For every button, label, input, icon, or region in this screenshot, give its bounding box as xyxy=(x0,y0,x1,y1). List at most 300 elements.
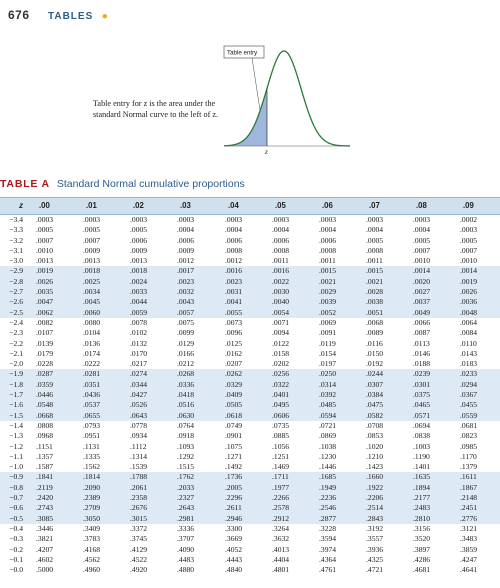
z-value-cell: −0.9 xyxy=(9,472,23,482)
probability-cell: .4325 xyxy=(366,554,384,564)
probability-cell: .3520 xyxy=(413,534,431,544)
probability-cell: .4129 xyxy=(130,544,148,554)
z-value-cell: −1.3 xyxy=(9,431,23,441)
probability-cell: .3336 xyxy=(177,523,195,533)
probability-cell: .0174 xyxy=(83,348,101,358)
probability-cell: .0013 xyxy=(83,256,101,266)
probability-cell: .1131 xyxy=(83,441,100,451)
probability-cell: .1762 xyxy=(177,472,195,482)
probability-cell: .2005 xyxy=(225,482,243,492)
probability-cell: .2119 xyxy=(36,482,53,492)
probability-cell: .0301 xyxy=(413,379,431,389)
probability-cell: .0934 xyxy=(130,431,148,441)
probability-cell: .2877 xyxy=(319,513,337,523)
probability-cell: .3228 xyxy=(319,523,337,533)
table-row xyxy=(0,369,500,379)
probability-cell: .0764 xyxy=(177,420,195,430)
z-value-cell: −2.1 xyxy=(9,348,23,358)
probability-cell: .2483 xyxy=(413,503,431,513)
column-header: .09 xyxy=(463,201,474,210)
probability-cell: .0019 xyxy=(36,266,54,276)
table-row xyxy=(0,246,500,256)
probability-cell: .0004 xyxy=(413,225,431,235)
table-body xyxy=(0,215,500,575)
probability-cell: .0062 xyxy=(36,307,54,317)
column-header: .00 xyxy=(39,201,50,210)
probability-cell: .0146 xyxy=(413,348,431,358)
table-row xyxy=(0,225,500,235)
probability-cell: .4483 xyxy=(177,554,195,564)
normal-curve xyxy=(224,51,350,146)
table-row xyxy=(0,308,500,318)
probability-cell: .3192 xyxy=(366,523,384,533)
probability-cell: .0022 xyxy=(272,276,290,286)
probability-cell: .0179 xyxy=(36,348,54,358)
probability-cell: .0015 xyxy=(366,266,384,276)
probability-cell: .0005 xyxy=(36,225,54,235)
z-value-cell: −3.0 xyxy=(9,256,23,266)
probability-cell: .3372 xyxy=(130,523,148,533)
probability-cell: .0132 xyxy=(130,338,148,348)
probability-cell: .1685 xyxy=(319,472,337,482)
probability-cell: .0003 xyxy=(413,215,431,224)
probability-cell: .2912 xyxy=(272,513,290,523)
probability-cell: .0003 xyxy=(460,225,478,235)
probability-cell: .1335 xyxy=(83,451,101,461)
probability-cell: .0197 xyxy=(319,359,337,369)
z-value-cell: −1.7 xyxy=(9,390,23,400)
probability-cell: .0384 xyxy=(366,390,384,400)
probability-cell: .0455 xyxy=(460,400,478,410)
table-row xyxy=(0,524,500,534)
z-value-cell: −1.6 xyxy=(9,400,23,410)
probability-cell: .0012 xyxy=(177,256,195,266)
bullet-icon: ● xyxy=(101,11,108,22)
probability-cell: .0023 xyxy=(225,276,243,286)
probability-cell: .0418 xyxy=(177,390,195,400)
probability-cell: .2611 xyxy=(225,503,242,513)
probability-cell: .0011 xyxy=(272,256,289,266)
probability-cell: .3821 xyxy=(36,534,54,544)
probability-cell: .0239 xyxy=(413,369,431,379)
probability-cell: .2420 xyxy=(36,493,54,503)
probability-cell: .0351 xyxy=(83,379,101,389)
probability-cell: .1977 xyxy=(272,482,290,492)
probability-cell: .0139 xyxy=(36,338,54,348)
probability-cell: .0004 xyxy=(177,225,195,235)
probability-cell: .0048 xyxy=(460,307,478,317)
probability-cell: .0643 xyxy=(130,410,148,420)
z-value-cell: −2.9 xyxy=(9,266,23,276)
probability-cell: .0089 xyxy=(366,328,384,338)
probability-cell: .0005 xyxy=(413,235,431,245)
table-row xyxy=(0,514,500,524)
probability-cell: .4404 xyxy=(272,554,290,564)
probability-cell: .0008 xyxy=(225,245,243,255)
normal-curve-diagram xyxy=(222,30,352,155)
table-row xyxy=(0,236,500,246)
probability-cell: .0096 xyxy=(225,328,243,338)
probability-cell: .0516 xyxy=(177,400,195,410)
probability-cell: .0375 xyxy=(413,390,431,400)
probability-cell: .0749 xyxy=(225,420,243,430)
z-value-cell: −1.8 xyxy=(9,379,23,389)
probability-cell: .0968 xyxy=(36,431,54,441)
probability-cell: .0183 xyxy=(460,359,478,369)
probability-cell: .0594 xyxy=(319,410,337,420)
probability-cell: .0571 xyxy=(413,410,431,420)
probability-cell: .0367 xyxy=(460,390,478,400)
probability-cell: .2546 xyxy=(319,503,337,513)
probability-cell: .0006 xyxy=(225,235,243,245)
probability-cell: .0233 xyxy=(460,369,478,379)
column-header: .08 xyxy=(416,201,427,210)
probability-cell: .1949 xyxy=(319,482,337,492)
z-value-cell: −2.8 xyxy=(9,276,23,286)
probability-cell: .4013 xyxy=(272,544,290,554)
probability-cell: .0078 xyxy=(130,317,148,327)
z-value-cell: −3.2 xyxy=(9,235,23,245)
probability-cell: .0618 xyxy=(225,410,243,420)
table-row xyxy=(0,277,500,287)
probability-cell: .0154 xyxy=(319,348,337,358)
probability-cell: .0537 xyxy=(83,400,101,410)
probability-cell: .0505 xyxy=(225,400,243,410)
z-value-cell: −0.7 xyxy=(9,493,23,503)
table-heading: Standard Normal cumulative proportions xyxy=(56,178,245,190)
table-row xyxy=(0,297,500,307)
probability-cell: .0004 xyxy=(225,225,243,235)
probability-cell: .0026 xyxy=(36,276,54,286)
z-value-cell: −0.0 xyxy=(9,565,23,575)
probability-cell: .0409 xyxy=(225,390,243,400)
probability-cell: .0436 xyxy=(83,390,101,400)
table-row xyxy=(0,442,500,452)
probability-cell: .0359 xyxy=(36,379,54,389)
probability-cell: .0071 xyxy=(272,317,290,327)
figure-caption: Table entry for z is the area under the standard Normal curve to the left of z. xyxy=(93,99,219,119)
probability-cell: .1894 xyxy=(413,482,431,492)
table-row xyxy=(0,256,500,266)
probability-cell: .4761 xyxy=(319,565,337,575)
probability-cell: .0055 xyxy=(225,307,243,317)
probability-cell: .0009 xyxy=(83,245,101,255)
probability-cell: .0004 xyxy=(319,225,337,235)
probability-cell: .0150 xyxy=(366,348,384,358)
probability-cell: .1357 xyxy=(36,451,54,461)
probability-cell: .0003 xyxy=(366,215,384,224)
z-axis-label: z xyxy=(265,148,268,155)
column-header: .05 xyxy=(275,201,286,210)
probability-cell: .3557 xyxy=(366,534,384,544)
z-value-cell: −1.0 xyxy=(9,462,23,472)
probability-cell: .2296 xyxy=(225,493,243,503)
probability-cell: .1251 xyxy=(272,451,290,461)
probability-cell: .0010 xyxy=(36,245,54,255)
probability-cell: .0918 xyxy=(177,431,195,441)
probability-cell: .4840 xyxy=(225,565,243,575)
probability-cell: .4364 xyxy=(319,554,337,564)
z-value-cell: −2.7 xyxy=(9,287,23,297)
probability-cell: .0037 xyxy=(413,297,431,307)
probability-cell: .0049 xyxy=(413,307,431,317)
probability-cell: .4960 xyxy=(83,565,101,575)
probability-cell: .0044 xyxy=(130,297,148,307)
probability-cell: .3783 xyxy=(83,534,101,544)
probability-cell: .1660 xyxy=(366,472,384,482)
probability-cell: .1038 xyxy=(319,441,337,451)
table-row xyxy=(0,287,500,297)
table-row xyxy=(0,462,500,472)
legend-label: Table entry xyxy=(227,49,258,57)
probability-cell: .1112 xyxy=(130,441,147,451)
probability-cell: .0008 xyxy=(319,245,337,255)
table-row xyxy=(0,545,500,555)
probability-cell: .0119 xyxy=(319,338,336,348)
probability-cell: .4602 xyxy=(36,554,54,564)
probability-cell: .0043 xyxy=(177,297,195,307)
probability-cell: .3121 xyxy=(460,523,478,533)
probability-cell: .1271 xyxy=(225,451,243,461)
probability-cell: .0526 xyxy=(130,400,148,410)
section-title: TABLES xyxy=(47,11,94,22)
probability-cell: .4443 xyxy=(225,554,243,564)
probability-cell: .0329 xyxy=(225,379,243,389)
probability-cell: .0018 xyxy=(83,266,101,276)
probability-cell: .4801 xyxy=(272,565,290,575)
probability-cell: .0655 xyxy=(83,410,101,420)
probability-cell: .0009 xyxy=(130,245,148,255)
probability-cell: .3859 xyxy=(460,544,478,554)
z-value-cell: −3.4 xyxy=(9,215,23,224)
probability-cell: .0314 xyxy=(319,379,337,389)
table-row xyxy=(0,431,500,441)
probability-cell: .3669 xyxy=(225,534,243,544)
probability-cell: .0052 xyxy=(319,307,337,317)
table-row xyxy=(0,452,500,462)
probability-cell: .0287 xyxy=(36,369,54,379)
probability-cell: .1539 xyxy=(130,462,148,472)
probability-cell: .0027 xyxy=(413,287,431,297)
probability-cell: .0036 xyxy=(460,297,478,307)
table-row xyxy=(0,349,500,359)
probability-cell: .4090 xyxy=(177,544,195,554)
probability-cell: .0014 xyxy=(460,266,478,276)
probability-cell: .3594 xyxy=(319,534,337,544)
probability-cell: .0294 xyxy=(460,379,478,389)
shaded-area xyxy=(224,88,267,146)
table-row xyxy=(0,411,500,421)
probability-cell: .2033 xyxy=(177,482,195,492)
probability-cell: .0465 xyxy=(413,400,431,410)
column-header: .01 xyxy=(86,201,97,210)
probability-cell: .0009 xyxy=(177,245,195,255)
probability-cell: .0951 xyxy=(83,431,101,441)
probability-cell: .3483 xyxy=(460,534,478,544)
probability-cell: .4286 xyxy=(413,554,431,564)
probability-cell: .0051 xyxy=(366,307,384,317)
probability-cell: .0073 xyxy=(225,317,243,327)
probability-cell: .0262 xyxy=(225,369,243,379)
probability-cell: .1230 xyxy=(319,451,337,461)
z-value-cell: −3.3 xyxy=(9,225,23,235)
z-value-cell: −2.0 xyxy=(9,359,23,369)
probability-cell: .1423 xyxy=(366,462,384,472)
probability-cell: .0064 xyxy=(460,317,478,327)
probability-cell: .2743 xyxy=(36,503,54,513)
probability-cell: .0008 xyxy=(366,245,384,255)
table-row xyxy=(0,390,500,400)
probability-cell: .2810 xyxy=(413,513,431,523)
probability-cell: .3745 xyxy=(130,534,148,544)
probability-cell: .3936 xyxy=(366,544,384,554)
table-row xyxy=(0,503,500,513)
probability-cell: .4522 xyxy=(130,554,148,564)
probability-cell: .0041 xyxy=(225,297,243,307)
z-value-cell: −0.2 xyxy=(9,544,23,554)
probability-cell: .0793 xyxy=(83,420,101,430)
probability-cell: .0013 xyxy=(36,256,54,266)
probability-cell: .2709 xyxy=(83,503,101,513)
probability-cell: .0125 xyxy=(225,338,243,348)
probability-cell: .1003 xyxy=(413,441,431,451)
probability-cell: .0005 xyxy=(83,225,101,235)
z-value-cell: −0.3 xyxy=(9,534,23,544)
probability-cell: .0778 xyxy=(130,420,148,430)
probability-cell: .0136 xyxy=(83,338,101,348)
probability-cell: .0274 xyxy=(130,369,148,379)
probability-cell: .0035 xyxy=(36,287,54,297)
table-row xyxy=(0,472,500,482)
table-row xyxy=(0,483,500,493)
probability-cell: .0018 xyxy=(130,266,148,276)
probability-cell: .0281 xyxy=(83,369,101,379)
probability-cell: .0005 xyxy=(130,225,148,235)
probability-cell: .0025 xyxy=(83,276,101,286)
probability-cell: .2177 xyxy=(413,493,431,503)
column-header: .07 xyxy=(369,201,380,210)
probability-cell: .0170 xyxy=(130,348,148,358)
probability-cell: .0322 xyxy=(272,379,290,389)
table-row xyxy=(0,565,500,575)
probability-cell: .2643 xyxy=(177,503,195,513)
probability-cell: .0038 xyxy=(366,297,384,307)
probability-cell: .0004 xyxy=(366,225,384,235)
probability-cell: .0192 xyxy=(366,359,384,369)
probability-cell: .0166 xyxy=(177,348,195,358)
probability-cell: .1736 xyxy=(225,472,243,482)
probability-cell: .0039 xyxy=(319,297,337,307)
probability-cell: .0808 xyxy=(36,420,54,430)
probability-cell: .2676 xyxy=(130,503,148,513)
table-row xyxy=(0,534,500,544)
probability-cell: .0668 xyxy=(36,410,54,420)
probability-cell: .3085 xyxy=(36,513,54,523)
probability-cell: .0069 xyxy=(319,317,337,327)
table-row xyxy=(0,266,500,276)
probability-cell: .0003 xyxy=(177,215,195,224)
z-value-cell: −1.9 xyxy=(9,369,23,379)
z-value-cell: −0.8 xyxy=(9,482,23,492)
probability-cell: .0010 xyxy=(460,256,478,266)
probability-cell: .0110 xyxy=(460,338,477,348)
probability-cell: .0016 xyxy=(225,266,243,276)
probability-cell: .2451 xyxy=(460,503,478,513)
probability-cell: .2327 xyxy=(177,493,195,503)
table-row xyxy=(0,400,500,410)
probability-cell: .2206 xyxy=(366,493,384,503)
probability-cell: .4207 xyxy=(36,544,54,554)
probability-cell: .0885 xyxy=(272,431,290,441)
probability-cell: .1210 xyxy=(366,451,384,461)
column-header: .02 xyxy=(133,201,144,210)
probability-cell: .3156 xyxy=(413,523,431,533)
probability-cell: .0694 xyxy=(413,420,431,430)
probability-cell: .0011 xyxy=(319,256,336,266)
probability-cell: .0202 xyxy=(272,359,290,369)
probability-cell: .4920 xyxy=(130,565,148,575)
z-value-cell: −3.1 xyxy=(9,245,23,255)
probability-cell: .4052 xyxy=(225,544,243,554)
z-value-cell: −2.6 xyxy=(9,297,23,307)
probability-cell: .0446 xyxy=(36,390,54,400)
probability-cell: .2514 xyxy=(366,503,384,513)
probability-cell: .0559 xyxy=(460,410,478,420)
probability-cell: .0023 xyxy=(177,276,195,286)
probability-cell: .2266 xyxy=(272,493,290,503)
probability-cell: .0016 xyxy=(272,266,290,276)
probability-cell: .0003 xyxy=(36,215,54,224)
probability-cell: .0094 xyxy=(272,328,290,338)
z-value-cell: −1.5 xyxy=(9,410,23,420)
table-row xyxy=(0,421,500,431)
probability-cell: .1401 xyxy=(413,462,431,472)
probability-cell: .4562 xyxy=(83,554,101,564)
probability-cell: .1075 xyxy=(225,441,243,451)
probability-cell: .3897 xyxy=(413,544,431,554)
probability-cell: .0003 xyxy=(319,215,337,224)
running-header xyxy=(8,6,108,24)
probability-cell: .0007 xyxy=(83,235,101,245)
probability-cell: .0011 xyxy=(366,256,383,266)
probability-cell: .2236 xyxy=(319,493,337,503)
probability-cell: .1190 xyxy=(413,451,430,461)
probability-cell: .0005 xyxy=(366,235,384,245)
column-header: .06 xyxy=(322,201,333,210)
table-header-row xyxy=(0,197,500,215)
probability-cell: .0217 xyxy=(130,359,148,369)
probability-cell: .3264 xyxy=(272,523,290,533)
probability-cell: .0013 xyxy=(130,256,148,266)
probability-cell: .0075 xyxy=(177,317,195,327)
probability-cell: .1093 xyxy=(177,441,195,451)
probability-cell: .0054 xyxy=(272,307,290,317)
probability-cell: .0116 xyxy=(366,338,383,348)
probability-cell: .0030 xyxy=(272,287,290,297)
z-value-cell: −2.5 xyxy=(9,307,23,317)
probability-cell: .0006 xyxy=(272,235,290,245)
probability-cell: .0008 xyxy=(272,245,290,255)
probability-cell: .0475 xyxy=(366,400,384,410)
probability-cell: .3632 xyxy=(272,534,290,544)
probability-cell: .0066 xyxy=(413,317,431,327)
probability-cell: .0630 xyxy=(177,410,195,420)
probability-cell: .0681 xyxy=(460,420,478,430)
probability-cell: .1515 xyxy=(177,462,195,472)
probability-cell: .0034 xyxy=(83,287,101,297)
probability-cell: .0207 xyxy=(225,359,243,369)
probability-cell: .1492 xyxy=(225,462,243,472)
